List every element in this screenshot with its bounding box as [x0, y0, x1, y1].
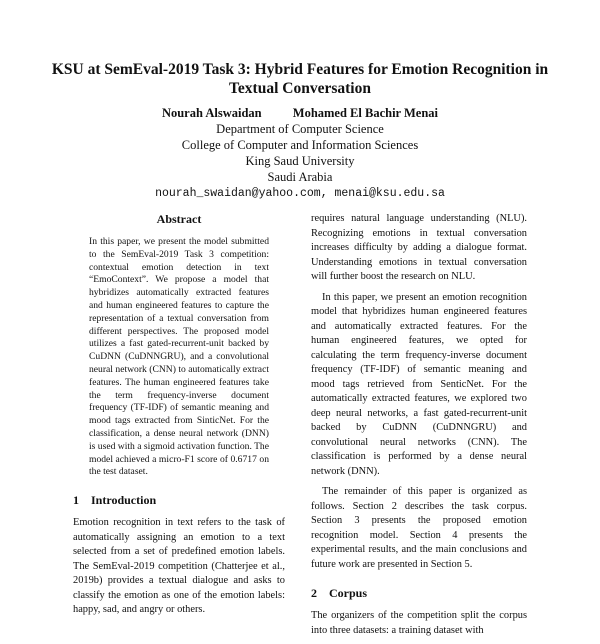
abstract-text: In this paper, we present the model submitted to the SemEval-2019 Task 3 competition: contextual emotion detection in text “EmoContext”. We propose a model that hybridizes automatically extracted features and human engineered features to capture the representation of a textual conversation from different perspectives. The proposed model utilizes a fast gated-recurrent-unit backed by CuDNN (CuDNNGRU), and a convolutional neural network (CNN) to automatically extract features. The human engineered features take the term frequency-inverse document frequency (TF-IDF) of semantic meaning and mood tags extracted from SinticNet. For the classification, a dense neural network (DNN) is used with a sigmoid activation function. The model achieved a micro-F1 score of 0.6717 on the test dataset. — [89, 236, 269, 478]
body-paragraph: The remainder of this paper is organized as follows. Section 2 describes the task corpus. Section 3 presents the proposed emotion recognition model. Section 4 presents the experimental results, and the main conclusions and future work are presented in Section 5. — [311, 486, 527, 570]
abstract-heading: Abstract — [156, 212, 202, 226]
right-column — [311, 212, 527, 644]
section-heading-introduction — [73, 493, 285, 508]
left-column — [73, 212, 285, 624]
affiliation-line: Saudi Arabia — [267, 170, 333, 184]
section-number: 2 — [311, 586, 317, 600]
affiliation-line: Department of Computer Science — [216, 122, 384, 136]
section-heading-corpus — [311, 586, 527, 601]
section-number: 1 — [73, 493, 79, 508]
affiliation-line: College of Computer and Information Sciences — [181, 138, 419, 152]
section-title: Introduction — [91, 493, 157, 508]
author-block — [60, 105, 540, 202]
author-name: Mohamed El Bachir Menai — [292, 106, 439, 120]
author-names — [60, 105, 540, 121]
author-name: Nourah Alswaidan — [161, 106, 262, 120]
author-emails: nourah_swaidan@yahoo.com, menai@ksu.edu.sa — [155, 187, 445, 200]
body-paragraph: requires natural language understanding (NLU). Recognizing emotions in textual conversation increases difficulty by adding a dialogue format. Understanding emotions in textual conversation will further boost the research on NLU. — [311, 213, 527, 282]
introduction-paragraph: Emotion recognition in text refers to the task of automatically assigning an emotion to a text selected from a set of predefined emotion labels. The SemEval-2019 competition (Chatterjee et al., 2019b) provides a textual dialogue and asks to classify the emotion as one of the emotion labels: happy, sad, and angry or others. — [73, 517, 285, 616]
section-title: Corpus — [329, 586, 368, 600]
corpus-paragraph: The organizers of the competition split the corpus into three datasets: a training dataset with — [311, 610, 527, 636]
paper-title: KSU at SemEval-2019 Task 3: Hybrid Features for Emotion Recognition in Textual Conversation — [51, 61, 549, 97]
body-paragraph: In this paper, we present an emotion recognition model that hybridizes human engineered features and automatically extracted features. For the human engineered features, we opted for calculating the term frequency-inverse document frequency (TF-IDF) of semantic meaning and mood tags retrieved from SenticNet. For the automatically extracted features, we explored two deep neural networks, a fast gated-recurrent-unit backed by CuDNN (CuDNNGRU) and convolutional neural networks (CNN). The classification is performed by a dense neural network (DNN). — [311, 291, 527, 477]
affiliation-line: King Saud University — [245, 154, 355, 168]
